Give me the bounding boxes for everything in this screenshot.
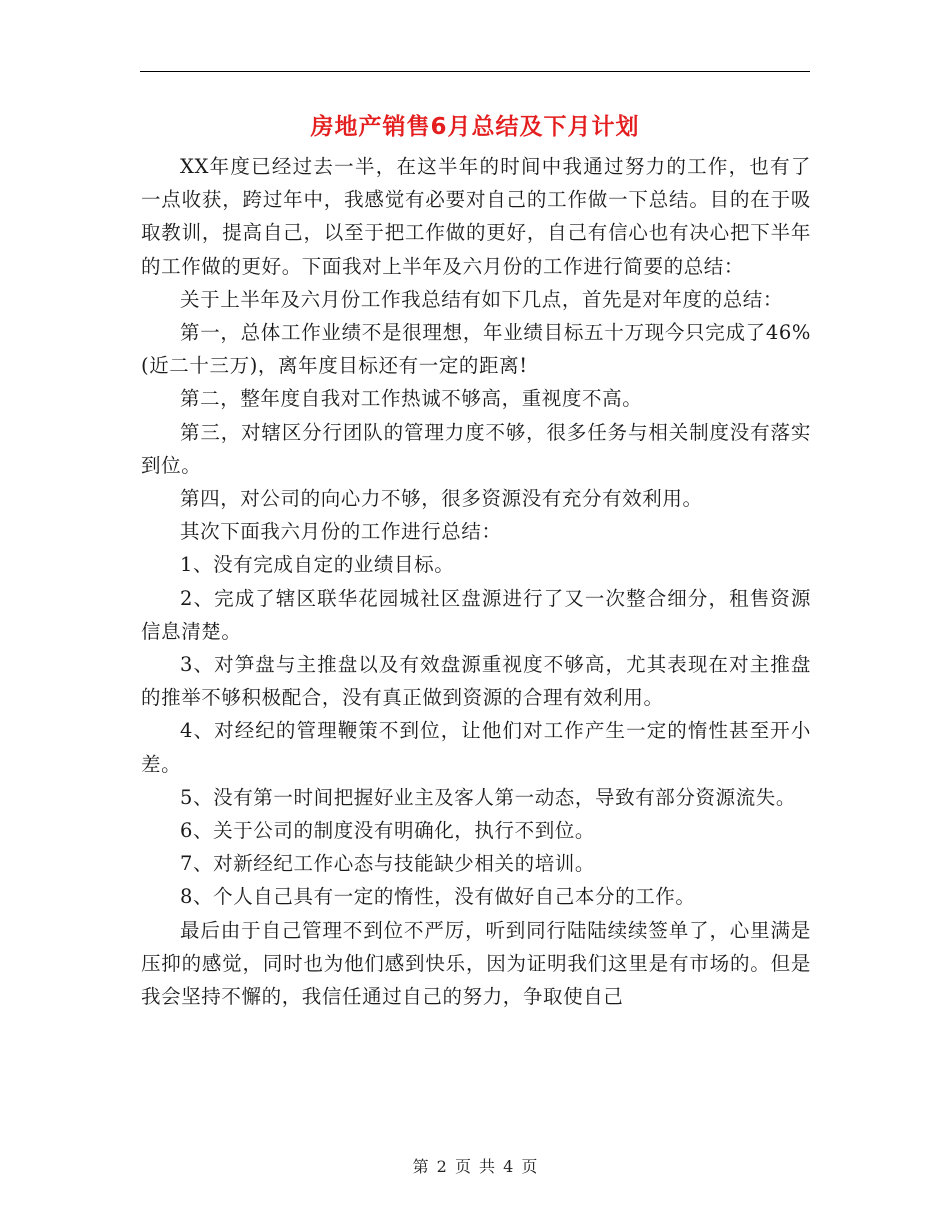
- list-item-8: 8、个人自己具有一定的惰性，没有做好自己本分的工作。: [180, 885, 696, 909]
- list-item-6: 6、关于公司的制度没有明确化，执行不到位。: [180, 819, 596, 843]
- list-item-7: 7、对新经纪工作心态与技能缺少相关的培训。: [180, 852, 596, 876]
- list-item-5: 5、没有第一时间把握好业主及客人第一动态，导致有部分资源流失。: [180, 785, 797, 809]
- paragraph-june-lead: 其次下面我六月份的工作进行总结：: [180, 520, 502, 544]
- list-item-1: 1、没有完成自定的业绩目标。: [180, 553, 455, 577]
- paragraph-conclusion: 最后由于自己管理不到位不严厉，听到同行陆陆续续签单了，心里满是压抑的感觉，同时也为他们感到快乐，因为证明我们这里是有市场的。但是我会坚持不懈的，我信任通过自己的努力，争取使自己: [141, 918, 811, 1009]
- header-rule: [140, 71, 810, 72]
- document-title: 房地产销售6月总结及下月计划: [310, 114, 640, 140]
- paragraph-intro: XX年度已经过去一半，在这半年的时间中我通过努力的工作，也有了一点收获，跨过年中，我感觉有必要对自己的工作做一下总结。目的在于吸取教训，提高自己，以至于把工作做的更好，自己有信心也有决心把下半年的工作做的更好。下面我对上半年及六月份的工作进行简要的总结：: [141, 155, 811, 278]
- page-number-footer: 第 2 页 共 4 页: [412, 1157, 538, 1176]
- list-item-4: 4、对经纪的管理鞭策不到位，让他们对工作产生一定的惰性甚至开小差。: [141, 719, 811, 776]
- paragraph-point-4: 第四，对公司的向心力不够，很多资源没有充分有效利用。: [180, 487, 703, 511]
- list-item-3: 3、对笋盘与主推盘以及有效盘源重视度不够高，尤其表现在对主推盘的推举不够积极配合，没有真正做到资源的合理有效利用。: [141, 653, 811, 710]
- list-item-2: 2、完成了辖区联华花园城社区盘源进行了又一次整合细分，租售资源信息清楚。: [141, 586, 811, 643]
- document-body: [141, 150, 811, 1013]
- paragraph-point-2: 第二，整年度自我对工作热诚不够高，重视度不高。: [180, 387, 643, 411]
- paragraph-point-3: 第三，对辖区分行团队的管理力度不够，很多任务与相关制度没有落实到位。: [141, 420, 811, 477]
- paragraph-summary-lead: 关于上半年及六月份工作我总结有如下几点，首先是对年度的总结：: [180, 287, 784, 311]
- paragraph-point-1: 第一，总体工作业绩不是很理想，年业绩目标五十万现今只完成了46%(近二十三万)，离年度目标还有一定的距离!: [141, 321, 811, 378]
